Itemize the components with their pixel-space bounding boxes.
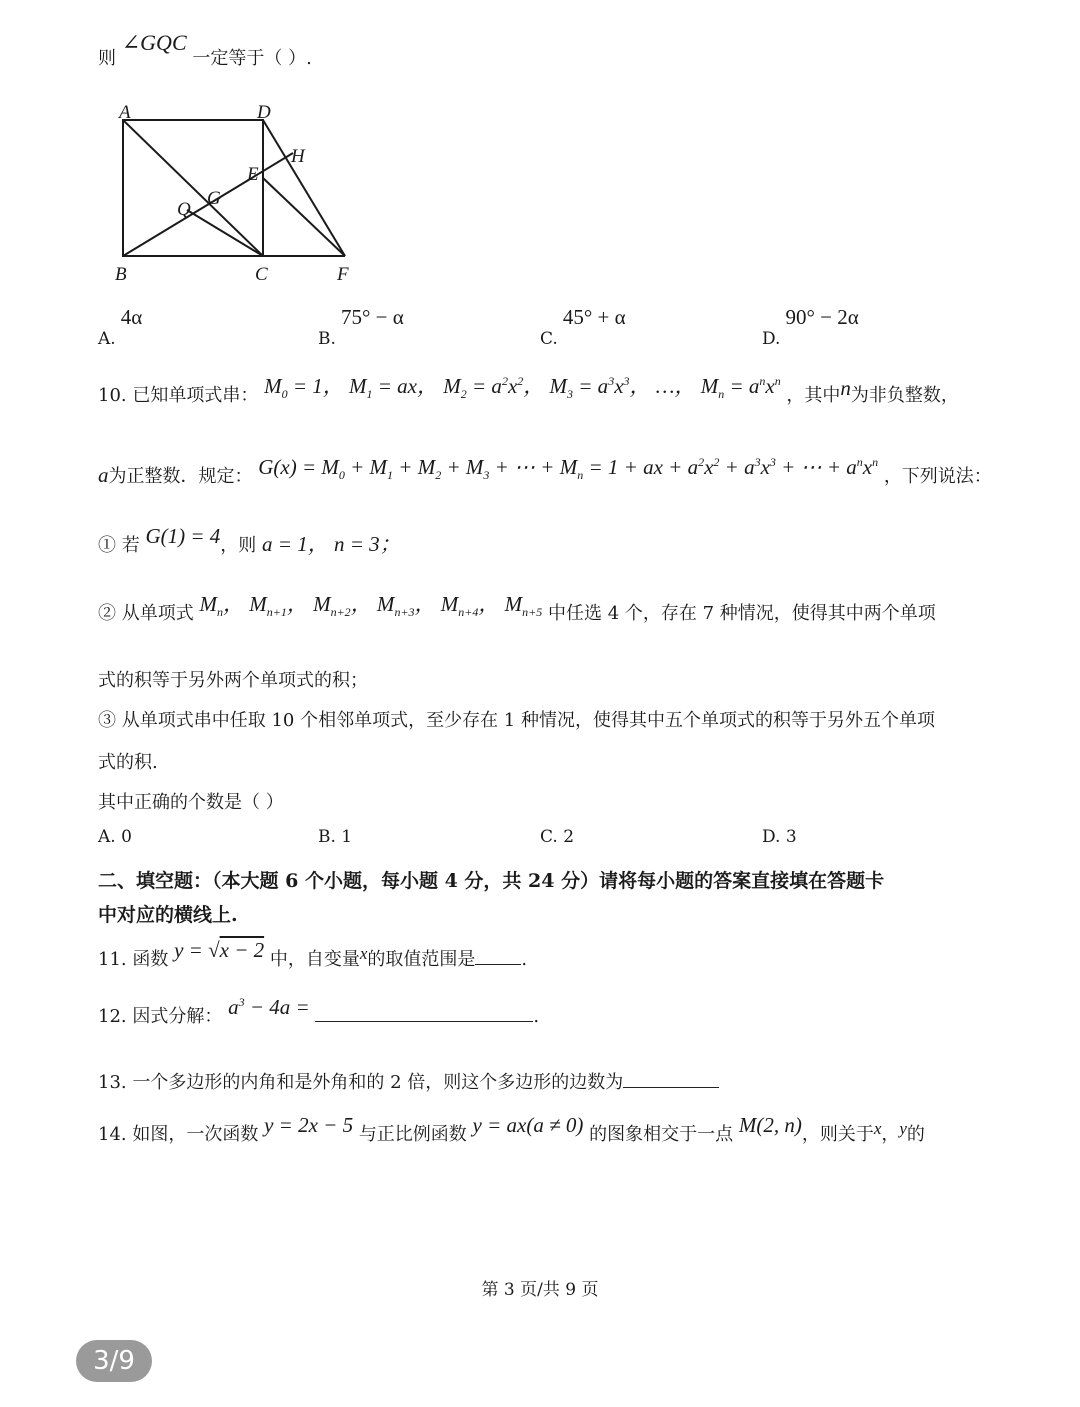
q10-option-c: C. 2 (540, 827, 575, 847)
q12-expression: $a^3 - 4a$ = (228, 995, 310, 1019)
q10-statement-2-cont: 式的积等于另外两个单项式的积； (98, 670, 368, 691)
q10-option-a: A. 0 (98, 827, 132, 847)
q13-answer-blank[interactable] (623, 1069, 719, 1088)
section-2-heading-cont: 中对应的横线上. (98, 904, 238, 926)
segment-qc (187, 210, 263, 256)
q11-function: y = √x − 2 (174, 938, 265, 962)
q12: 12. 因式分解： $a^3 - 4a$ = . (98, 995, 540, 1027)
label-c: C (255, 264, 268, 285)
q9-option-c-expr: 45° + α (562, 305, 626, 329)
q9-option-c: C. 45° + α (540, 305, 626, 349)
label-h: H (291, 146, 305, 167)
label-d: D (257, 102, 271, 123)
q10-statement-2: ② 从单项式 $M_n$， $M_{n+1}$， $M_{n+2}$， $M_{n+3}$， $M_{n+4}$， $M_{n+5}$ 中任选 4 个，存在 7 种情况，使得其中两个单项 (98, 592, 936, 624)
q14-point-m: M(2, n) (738, 1113, 802, 1137)
geometry-figure (105, 98, 365, 288)
label-a: A (119, 102, 131, 123)
q10-question: 其中正确的个数是（ ） (98, 792, 284, 813)
q10-option-d: D. 3 (762, 827, 797, 847)
q11: 11. 函数 y = √x − 2 中，自变量x的取值范围是 . (98, 938, 528, 970)
page-footer: 第 3 页/共 9 页 (481, 1280, 599, 1300)
label-f: F (337, 264, 349, 285)
q14: 14. 如图，一次函数 y = 2x − 5 与正比例函数 y = ax(a ≠ 0) 的图象相交于一点 M(2, n)，则关于x，y的 (98, 1113, 925, 1145)
q9-option-b: B. 75° − α (318, 305, 404, 349)
q9-option-d: D. 90° − 2α (762, 305, 859, 349)
q10-line2: a为正整数．规定： $G(x) = M_0 + M_1 + M_2 + M_3$ + ⋯ + $M_n = 1$ + ax + $a^2x^2 + a^3x^3$ + ⋯ + $a^nx^n$ ，下列说法： (98, 455, 992, 487)
q14-proportional-function: y = ax(a ≠ 0) (472, 1113, 584, 1137)
q10-option-b: B. 1 (318, 827, 353, 847)
page-indicator-badge[interactable]: 3/9 (76, 1340, 152, 1382)
q9-tail: 一定等于（ ）. (192, 48, 312, 69)
q9-angle: ∠GQC (121, 30, 187, 55)
q13: 13. 一个多边形的内角和是外角和的 2 倍，则这个多边形的边数为 (98, 1068, 719, 1094)
q9-lead-line (98, 30, 312, 70)
q11-answer-blank[interactable] (475, 946, 521, 965)
q9-option-a: A. 4α (98, 305, 143, 349)
q9-option-b-expr: 75° − α (341, 305, 404, 329)
q10-statement-1: ① 若 G(1) = 4，则 a = 1， n = 3； (98, 524, 401, 556)
section-2-heading: 二、填空题：（本大题 6 个小题，每小题 4 分，共 24 分）请将每小题的答案直接填在答题卡 (98, 870, 885, 892)
segment-df (263, 120, 345, 256)
label-q: Q (177, 199, 191, 220)
label-g: G (207, 188, 221, 209)
q12-answer-blank[interactable] (315, 1003, 533, 1022)
q10-monomial-series: $M_0 = 1$， $M_1$ = ax， $M_2 = a^2x^2$， $M_3 = a^3x^3$， …， $M_n = a^nx^n$ (264, 374, 781, 402)
q10-line1: 10. 已知单项式串： $M_0 = 1$， $M_1$ = ax， $M_2 = a^2x^2$， $M_3 = a^3x^3$， …， $M_n = a^nx^n$ ，其中n为非负整数， (98, 374, 959, 406)
segment-ac (123, 120, 263, 256)
q10-g-definition: $G(x) = M_0 + M_1 + M_2 + M_3$ + ⋯ + $M_n = 1$ + ax + $a^2x^2 + a^3x^3$ + ⋯ + $a^nx^n$ (258, 455, 879, 483)
q9-lead: 则 (98, 48, 116, 69)
label-e: E (247, 164, 259, 185)
q9-option-d-expr: 90° − 2α (785, 305, 859, 329)
q10-statement-3: ③ 从单项式串中任取 10 个相邻单项式，至少存在 1 种情况，使得其中五个单项式的积等于另外五个单项 (98, 710, 935, 731)
q10-statement-3-cont: 式的积. (98, 752, 158, 773)
q14-linear-function: y = 2x − 5 (264, 1113, 354, 1137)
q9-option-a-expr: 4α (120, 305, 143, 329)
label-b: B (115, 264, 127, 285)
